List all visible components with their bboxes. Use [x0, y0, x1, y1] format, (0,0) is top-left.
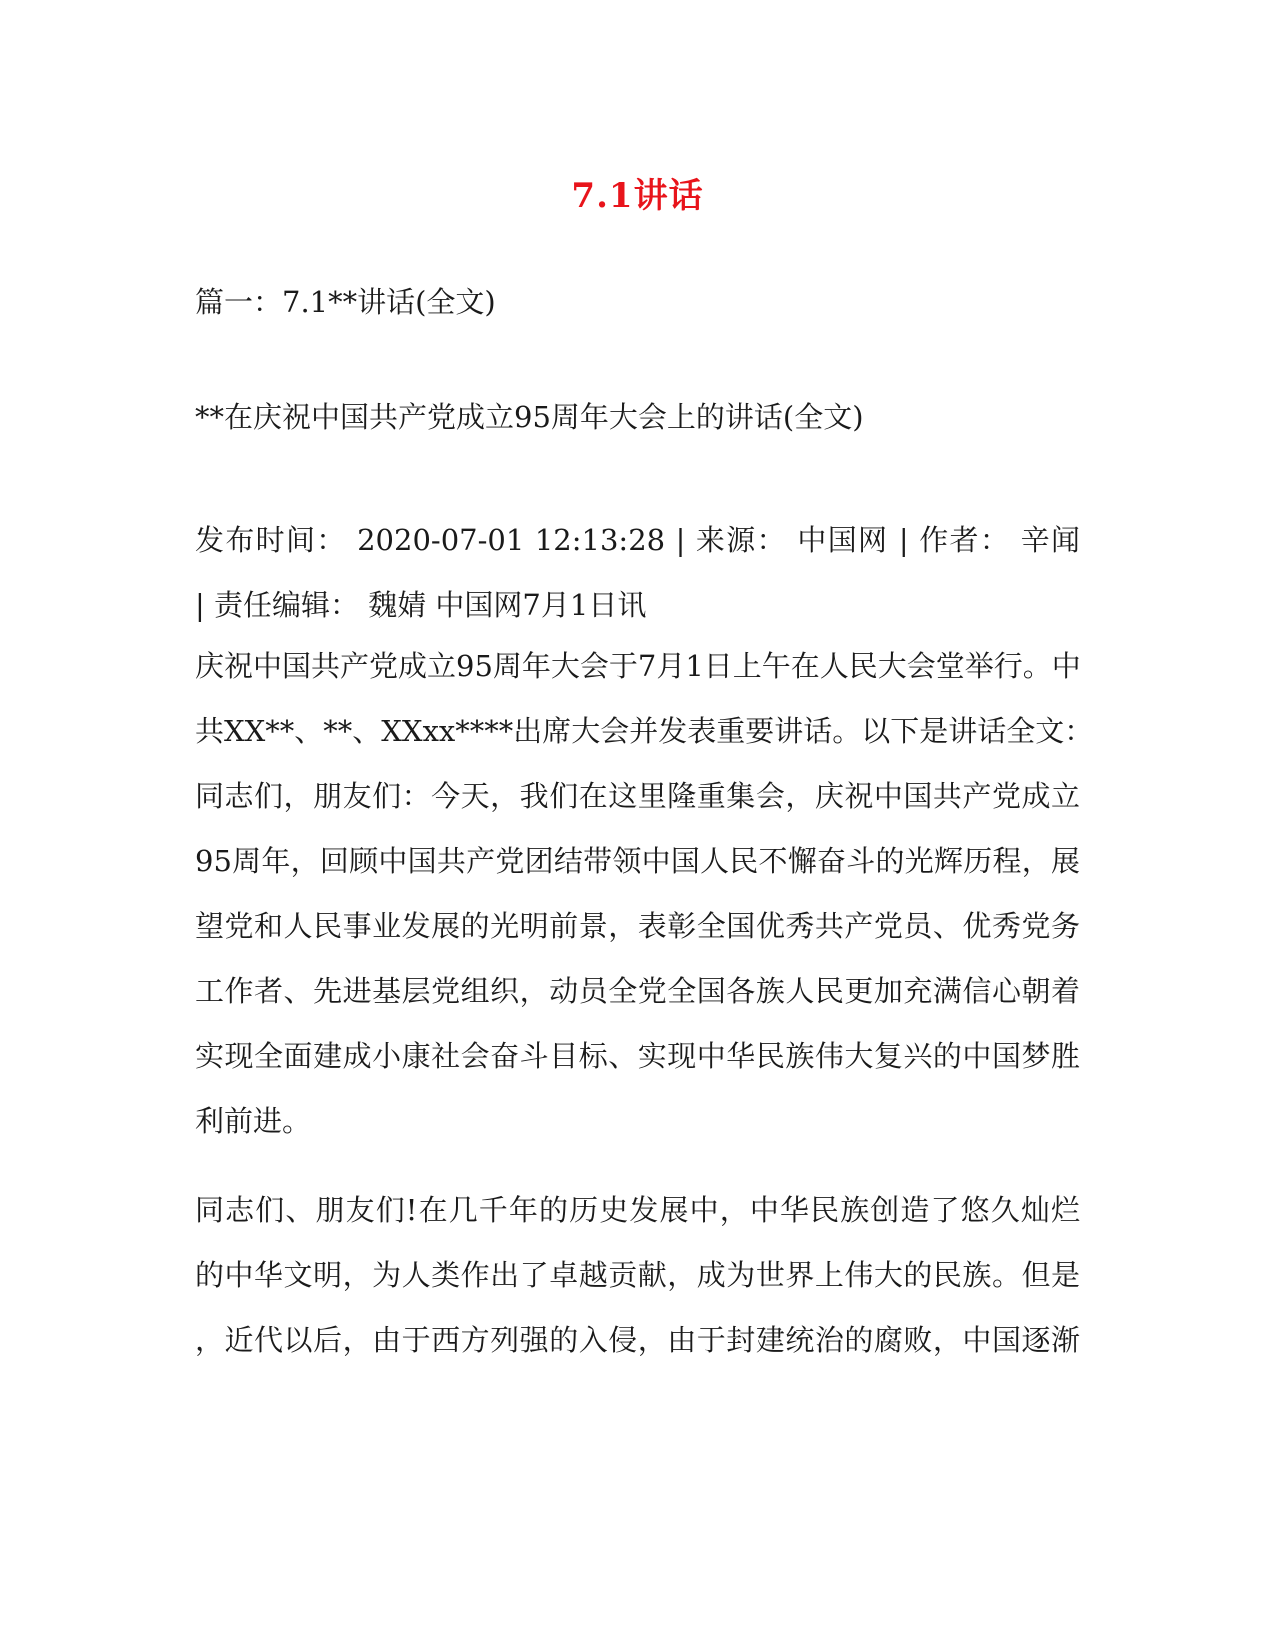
paragraph-line: 工作者、先进基层党组织，动员全党全国各族人民更加充满信心朝着: [195, 974, 1080, 1008]
meta-line: 发布时间： 2020-07-01 12:13:28 | 来源： 中国网 | 作者： 辛闻: [195, 523, 1080, 557]
document-title: 7.1讲话: [571, 176, 704, 216]
paragraph-line: 的中华文明，为人类作出了卓越贡献，成为世界上伟大的民族。但是: [195, 1258, 1080, 1292]
paragraph-line: 望党和人民事业发展的光明前景，表彰全国优秀共产党员、优秀党务: [195, 909, 1080, 943]
paragraph-2: [195, 1178, 1080, 1373]
article-meta: [195, 508, 1080, 638]
speech-subheading-block: [195, 385, 1080, 450]
paragraph-line: 同志们，朋友们：今天，我们在这里隆重集会，庆祝中国共产党成立: [195, 779, 1080, 813]
section-heading: 篇一：7.1**讲话(全文): [195, 285, 496, 319]
paragraph-1: [195, 634, 1094, 1154]
paragraph-line: 庆祝中国共产党成立95周年大会于7月1日上午在人民大会堂举行。中: [195, 649, 1081, 683]
paragraph-line: 95周年，回顾中国共产党团结带领中国人民不懈奋斗的光辉历程，展: [195, 844, 1080, 878]
paragraph-line: 利前进。: [195, 1104, 312, 1138]
meta-line: | 责任编辑： 魏婧 中国网7月1日讯: [195, 588, 647, 622]
paragraph-line: 同志们、朋友们!在几千年的历史发展中，中华民族创造了悠久灿烂: [195, 1193, 1080, 1227]
paragraph-line: 共XX**、**、XXxx****出席大会并发表重要讲话。以下是讲话全文：: [195, 714, 1094, 748]
section-heading-block: [195, 270, 1080, 335]
paragraph-line: 实现全面建成小康社会奋斗目标、实现中华民族伟大复兴的中国梦胜: [195, 1039, 1080, 1073]
speech-subheading: **在庆祝中国共产党成立95周年大会上的讲话(全文): [195, 400, 864, 434]
paragraph-line: ，近代以后，由于西方列强的入侵，由于封建统治的腐败，中国逐渐: [195, 1323, 1080, 1357]
